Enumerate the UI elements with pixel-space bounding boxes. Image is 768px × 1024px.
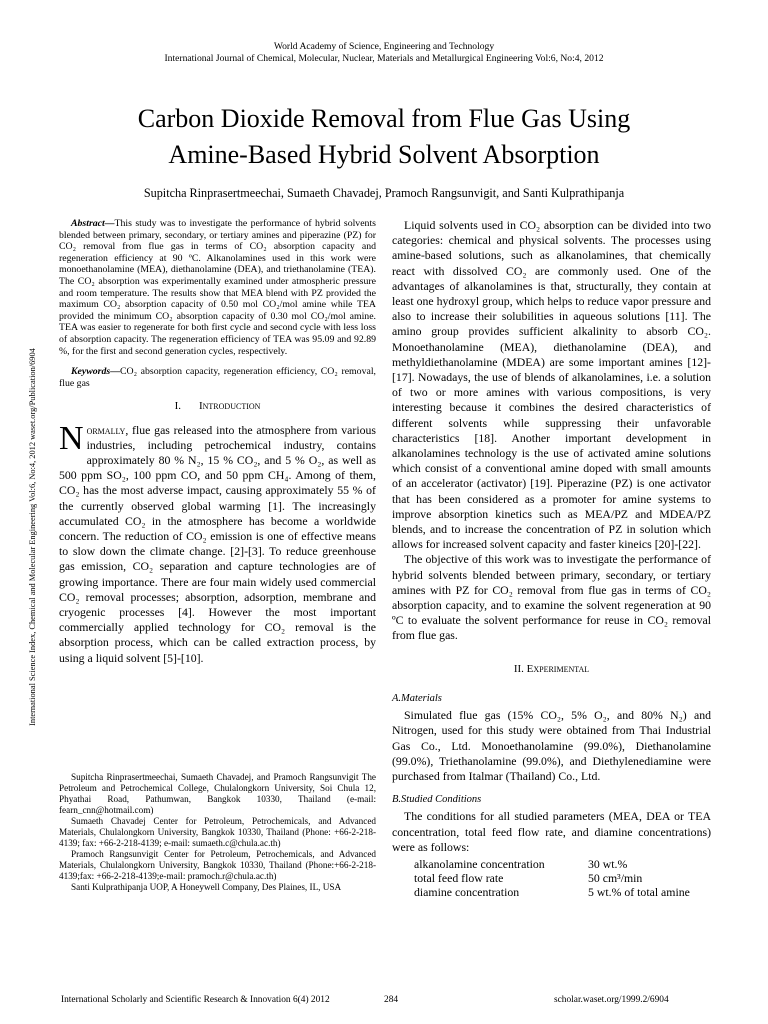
right-column bbox=[392, 218, 711, 899]
intro-text: flue gas released into the atmosphere from various industries, including petrochemical industry, contains approximately 80 % N₂, 15 % CO₂, and 5 % O₂, as well as 500 ppm SO₂, 100 ppm CO, and 50 ppm CH₄. Among of them, CO₂ has the most adverse impact, causing approximately 55 % of the currently observed global warming [1]. The increasingly accumulated CO₂ in the atmosphere has become a worldwide concern. The reduction of CO₂ emission is one of effective means to slow down the climate change. [2]-[3]. To reduce greenhouse gas emission, CO₂ separation and capture technologies are of growing importance. There are four main widely used commercial CO₂ removal processes; absorption, adsorption, membrane and cryogenic processes [4]. However the most important commercially applied technology for CO₂ removal is the absorption process, which can be called extraction process, by using a liquid solvent [5]-[10]. bbox=[59, 422, 376, 665]
footer-url[interactable]: scholar.waset.org/1999.2/6904 bbox=[554, 995, 669, 1005]
subsection-materials: A.Materials bbox=[392, 692, 442, 704]
right-paragraph-1: Liquid solvents used in CO₂ absorption can be divided into two categories: chemical and physical solvents. The processes using amine-based solutions, such as alkanolamines, that chemically react with dissolved CO₂ are commonly used. One of the advantages of alkanolamines is that, structurally, they contain at least one hydroxyl group, which helps to reduce vapor pressure and also to increase their solubilities in aqueous solutions [11]. The amino group provides sufficient alkalinity to absorb CO₂. Monoethanolamine (MEA), diethanolamine (DEA), and methyldiethanolamine (MDEA) are some important amines [12]-[17]. Nowadays, the use of blends of alkanolamines, i.e. a solution of two or more amines with various compositions, is very interesting because it combines the desired characteristics of different solvents while suppressing their unfavorable characteristics [18]. Another important development in alkanolamines technology is the use of activated amine solutions which consist of a conventional amine doped with small amounts of an accelerator (activator) [19]. Piperazine (PZ) is one activator that has been considered as a promoter for amine systems to improve absorption kinetics such as MEA/PZ and MDEA/PZ blends, and to increase the concentration of PZ in solution which allows for increased solvent capacity and faster kineics [20]-[22]. bbox=[392, 218, 711, 552]
introduction-paragraph bbox=[59, 419, 376, 666]
abstract-text: This study was to investigate the performance of hybrid solvents blended between primary, secondary, or tertiary amines and piperazine (PZ) for CO₂ removal from flue gas in terms of CO₂ absorption capacity and regeneration efficiency at 90 ºC. Alkanolamines used in this work were monoethanolamine (MEA), diethanolamine (DEA), and triethanolamine (TEA). The CO₂ absorption was experimentally examined under atmospheric pressure and room temperature. The results show that MEA blend with PZ provided the maximum CO₂ absorption capacity of 0.50 mol CO₂/mol amine while TEA provided the minimum CO₂ absorption capacity of 0.30 mol CO₂/mol amine. TEA was easier to regenerate for both first cycle and second cycle with less loss of absorption capacity. The regeneration efficiency of TEA was 95.09 and 92.89 %, for the first and second generation cycles, respectively. bbox=[59, 218, 376, 357]
journal-header-line1: World Academy of Science, Engineering and Technology bbox=[273, 41, 495, 52]
keywords-dash: — bbox=[110, 366, 120, 378]
author-footnotes bbox=[59, 772, 376, 893]
subsection-conditions: B.Studied Conditions bbox=[392, 794, 482, 806]
section-2-title: Experimental bbox=[526, 662, 590, 675]
side-index-text: International Science Index, Chemical and Molecular Engineering Vol:6, No:4, 2012 waset.org/Publication/6904 bbox=[28, 348, 37, 726]
paper-title bbox=[60, 101, 708, 173]
title-line1: Carbon Dioxide Removal from Flue Gas Using bbox=[137, 104, 631, 133]
intro-lead-word: ormally, bbox=[86, 422, 129, 437]
footnote-item: Pramoch Rangsunvigit Center for Petroleum, Petrochemicals, and Advanced Materials, Chulalongkorn University, Bangkok 10330, Thailand (Phone:+66-2-218-4139;fax: +66-2-218-4139;e-mail: pramoch.r@chula.ac.th) bbox=[59, 849, 376, 881]
footer-publisher: International Scholarly and Scientific Research & Innovation 6(4) 2012 bbox=[61, 995, 330, 1005]
title-line2: Amine-Based Hybrid Solvent Absorption bbox=[168, 140, 600, 169]
conditions-paragraph: The conditions for all studied parameters (MEA, DEA or TEA concentration, total feed flow rate, and diamine concentrations) were as follows: bbox=[392, 809, 711, 854]
table-row bbox=[414, 871, 690, 885]
table-row bbox=[414, 857, 690, 871]
journal-header-line2: International Journal of Chemical, Molecular, Nuclear, Materials and Metallurgical Engineering Vol:6, No:4, 2012 bbox=[164, 53, 604, 64]
keywords-text: CO₂ absorption capacity, regeneration efficiency, CO₂ removal, flue gas bbox=[59, 366, 376, 389]
keywords bbox=[59, 366, 376, 389]
condition-label: total feed flow rate bbox=[414, 870, 504, 885]
section-2-heading bbox=[392, 662, 711, 677]
condition-label: alkanolamine concentration bbox=[414, 856, 545, 871]
footnote-item: Supitcha Rinprasertmeechai, Sumaeth Chavadej, and Pramoch Rangsunvigit The Petroleum and Petrochemical College, Chulalongkorn University, Soi Chula 12, Phyathai Road, Pathumwan, Bangkok 10330, Thailand (e-mail: fearn_cnn@hotmail.com) bbox=[59, 772, 376, 815]
condition-value: 50 cm³/min bbox=[588, 870, 643, 885]
footnote-item: Santi Kulprathipanja UOP, A Honeywell Company, Des Plaines, IL, USA bbox=[71, 882, 342, 892]
drop-cap: N bbox=[59, 419, 84, 457]
abstract-label: Abstract bbox=[71, 218, 105, 229]
section-1-number: I. bbox=[174, 400, 181, 413]
left-column bbox=[59, 218, 376, 666]
condition-value: 5 wt.% of total amine bbox=[588, 884, 690, 899]
abstract bbox=[59, 218, 376, 357]
section-1-title: Introduction bbox=[198, 400, 261, 413]
abstract-dash: — bbox=[104, 218, 115, 229]
conditions-table bbox=[414, 857, 690, 899]
condition-value: 30 wt.% bbox=[588, 856, 628, 871]
condition-label: diamine concentration bbox=[414, 884, 520, 899]
keywords-label: Keywords bbox=[71, 366, 111, 378]
section-2-number: II. bbox=[513, 662, 524, 675]
materials-paragraph: Simulated flue gas (15% CO₂, 5% O₂, and 80% N₂) and Nitrogen, used for this study were obtained from Thai Industrial Gas Co., Ltd. Monoethanolamine (99.0%), Diethanolamine (99.0%), Triethanolamine (99.0%), and Diethylenediamine were purchased from Italmar (Thailand) Co., Ltd. bbox=[392, 708, 711, 783]
footnote-item: Sumaeth Chavadej Center for Petroleum, Petrochemicals, and Advanced Materials, Chulalongkorn University, Bangkok 10330, Thailand (Phone: +66-2-218-4139; fax: +66-2-218-4139; e-mail: sumaeth.c@chula.ac.th) bbox=[59, 816, 376, 848]
section-1-heading bbox=[59, 399, 376, 414]
objective-paragraph: The objective of this work was to investigate the performance of hybrid solvents blended between primary, secondary, or tertiary amines with PZ for CO₂ removal from flue gas in terms of CO₂ absorption capacity, and to examine the solvent regeneration at 90 ºC to evaluate the solvent performance for reuse in CO₂ removal from flue gas. bbox=[392, 552, 711, 643]
table-row bbox=[414, 885, 690, 899]
authors: Supitcha Rinprasertmeechai, Sumaeth Chavadej, Pramoch Rangsunvigit, and Santi Kulprathipanja bbox=[143, 186, 625, 200]
page-number: 284 bbox=[384, 995, 399, 1005]
